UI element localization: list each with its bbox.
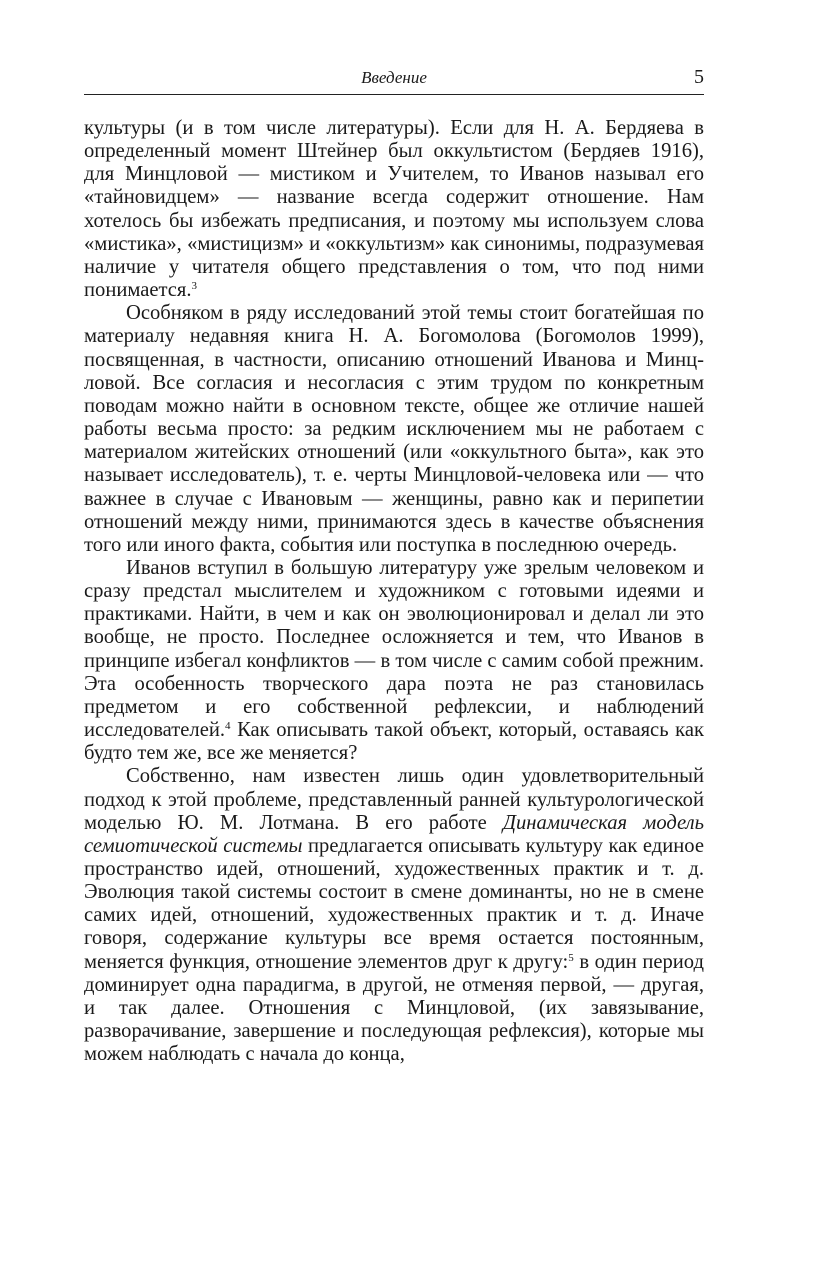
footnote-ref: 3: [191, 280, 198, 293]
page-number: 5: [694, 66, 704, 88]
text-run: предлагается описывать культуру как единое пространство идей, отношений, художественных практик и т. д. Эволюция такой системы состоит в смене доминанты, но не в смене самих идей, отношений, художественных практик и т. д. Иначе говоря, содержание культуры все время остается постоянным, меняется функция, отношение элементов друг к другу:: [84, 834, 704, 973]
italic-title: Динамическая модель семиотической системы: [84, 811, 704, 857]
paragraph: [84, 765, 704, 1066]
footnote-ref: 5: [568, 951, 574, 964]
text-run: в один период доминирует одна парадигма, в другой, не отменяя первой, — другая, и так далее. Отношения с Минцловой, (их завязывание, разворачивание, завершение и последующая рефлексия), которые мы можем наблюдать с начала до конца,: [84, 950, 704, 1066]
text-run: Как описывать такой объект, который, оставаясь как будто тем же, все же меняется?: [84, 719, 704, 765]
paragraph: [84, 557, 704, 765]
paragraph: [84, 117, 704, 302]
text-run: Иванов вступил в большую литературу уже зрелым человеком и сразу предстал мыслителем и художником с готовыми идеями и практиками. Найти, в чем и как он эволюционировал и делал ли это вообще, не просто. Последнее осложняется и тем, что Иванов в принципе избегал конфликтов — в том числе с самим собой прежним. Эта особенность творческого дара поэта не раз становилась предметом и его собственной рефлексии, и наблюдений исследователей.: [84, 556, 704, 742]
text-run: Собственно, нам известен лишь один удовлетворительный подход к этой проблеме, представленный ранней культурологической моделью Ю. М. Лотмана. В его работе: [84, 765, 704, 834]
running-header: [84, 66, 704, 95]
text-run: культуры (и в том числе литературы). Если для Н. А. Бердяева в определенный момент Штейнер был оккультистом (Бердяев 1916), для Минцловой — мистиком и Учителем, то Иванов называл его «тайновидцем» — название всегда содержит отношение. Нам хотелось бы избежать предписания, и поэтому мы используем слова «мистика», «мистицизм» и «оккультизм» как синонимы, подразумевая наличие у читателя общего представления о том, что под ними понимается.: [84, 117, 704, 302]
footnote-ref: 4: [225, 720, 231, 733]
body-text: [84, 117, 704, 1066]
header-title: Введение: [361, 68, 427, 87]
paragraph: [84, 302, 704, 557]
text-run: Особняком в ряду исследований этой темы стоит богатейшая по материалу недавняя книга Н. А. Богомолова (Богомолов 1999), посвященная, в частности, описанию отношений Иванова и Минцловой. Все согласия и несогласия с этим трудом по конкретным поводам можно найти в основном тексте, общее же отличие нашей работы весьма просто: за редким исключением мы не работаем с материалом житейских отношений (или «оккультного быта», как это называет исследователь), т. е. черты Минцловой-человека или — что важнее в случае с Ивановым — женщины, равно как и перипетии отношений между ними, принимаются здесь в качестве объяснения того или иного факта, события или поступка в последнюю очередь.: [84, 302, 704, 556]
